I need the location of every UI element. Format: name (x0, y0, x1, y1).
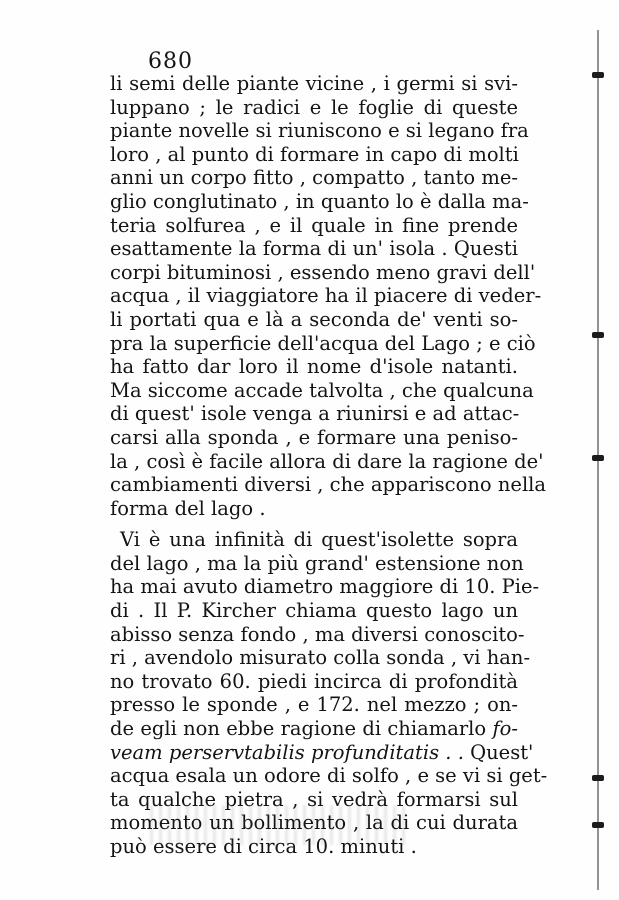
body-text (110, 72, 548, 859)
text-line: abisso senza fondo , ma diversi conoscito- (110, 622, 525, 646)
binding-stitch-mark (592, 332, 604, 338)
text-run: Quest' (470, 740, 534, 764)
binding-stitch-mark (592, 455, 604, 461)
text-line: di . Il P. Kircher chiama questo lago un (110, 599, 518, 623)
text-line: ha fatto dar loro il nome d'isole natanti. (110, 355, 518, 379)
text-line: glio conglutinato , in quanto lo è dalla ma- (110, 189, 529, 213)
text-line: Vi è una infinità di quest'isolette sopra (120, 528, 518, 552)
text-line: carsi alla sponda , e formare una peniso- (110, 425, 518, 449)
text-line: piante novelle si riuniscono e si legano fra (110, 119, 529, 143)
text-line: acqua , il viaggiatore ha il piacere di veder- (110, 284, 542, 308)
binding-stitch-mark (592, 72, 604, 78)
text-line: li semi delle piante vicine , i germi si svi- (110, 72, 518, 95)
text-line: loro , al punto di formare in capo di molti (110, 142, 519, 166)
text-line: corpi bituminosi , essendo meno gravi dell' (110, 260, 536, 284)
text-line: la , così è facile allora di dare la ragione de' (110, 449, 544, 473)
page-number: 680 (148, 49, 193, 74)
text-line: del lago , ma la più grand' estensione non (110, 551, 524, 575)
text-line: ta qualche pietra , si vedrà formarsi sul (110, 787, 518, 811)
text-line: cambiamenti diversi , che appariscono nella (110, 473, 547, 497)
text-run: de egli non ebbe ragione di chiamarlo (110, 717, 487, 741)
text-line (110, 740, 534, 765)
text-line: ri , avendolo misurato colla sonda , vi han- (110, 646, 531, 670)
binding-stitch-mark (592, 822, 604, 828)
italic-latin-phrase: veam perservtabilis profunditatis . . (110, 740, 464, 764)
text-line: pra la superficie dell'acqua del Lago ; e ciò (110, 331, 536, 355)
text-line: forma del lago . (110, 496, 266, 520)
text-line: teria solfurea , e il quale in fine prende (110, 213, 518, 237)
paragraph-1 (110, 72, 547, 520)
binding-stitch-mark (592, 775, 604, 781)
binding-edge (595, 30, 601, 890)
text-line: anni un corpo fitto , compatto , tanto me- (110, 166, 518, 190)
text-line: esattamente la forma di un' isola . Questi (110, 237, 518, 261)
text-line: momento un bollimento , la di cui durata (110, 811, 518, 835)
paragraph-gap (110, 520, 518, 528)
show-through-text (150, 805, 410, 845)
text-line (110, 717, 518, 741)
text-line: luppano ; le radici e le foglie di queste (110, 95, 518, 119)
text-line: li portati qua e là a seconda de' venti so- (110, 307, 518, 331)
text-line: presso le sponde , e 172. nel mezzo ; on- (110, 693, 518, 717)
text-line: ha mai avuto diametro maggiore di 10. Pie- (110, 575, 540, 599)
text-line: Ma siccome accade talvolta , che qualcuna (110, 378, 534, 402)
text-line: può essere di circa 10. minuti . (110, 835, 417, 858)
text-line: di quest' isole venga a riunirsi e ad attac- (110, 402, 520, 426)
text-line: acqua esala un odore di solfo , e se vi si get- (110, 764, 548, 788)
text-line: no trovato 60. piedi incirca di profondità (110, 669, 518, 693)
italic-latin-phrase-start: fo- (492, 717, 518, 741)
